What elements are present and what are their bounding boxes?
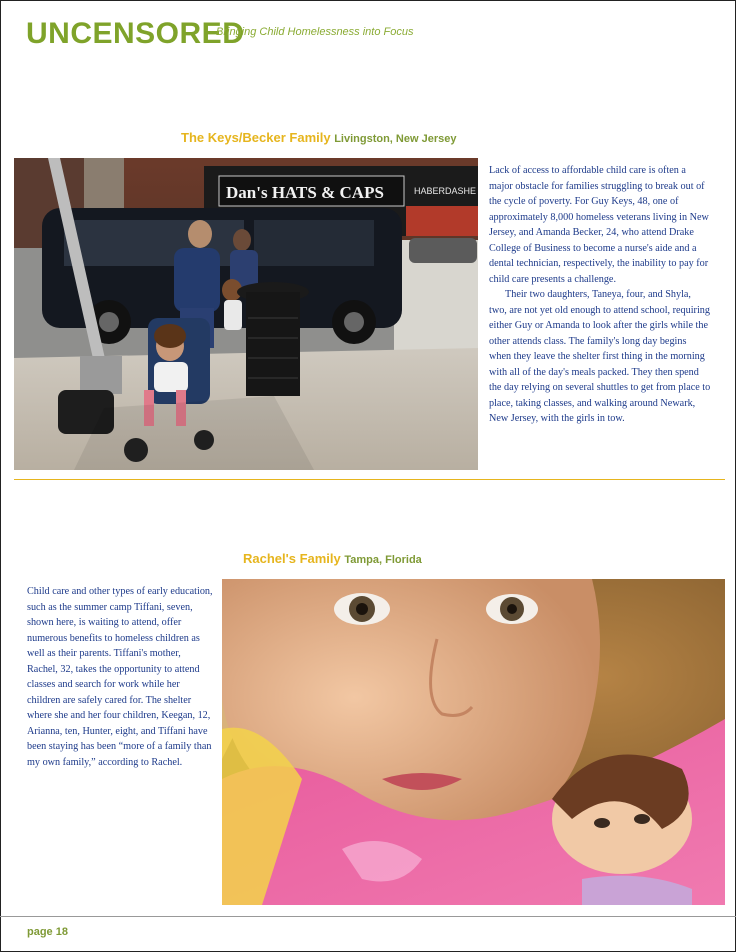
shop-sign-text: Dan's HATS & CAPS	[226, 183, 384, 202]
section2-title	[243, 551, 422, 566]
section2-family-name: Rachel's Family	[243, 551, 341, 566]
section2-location: Tampa, Florida	[344, 554, 422, 566]
page-number: page 18	[27, 926, 68, 938]
section1-paragraph-2: Their two daughters, Taneya, four, and Shyla, two, are not yet old enough to attend school, requiring either Guy or Amanda to look after the girls while the other attends class. The family's long day begins when they leave the shelter first thing in the morning with all of the day's meals packed. They then spend the day relying on several shuttles to get from place to place, taking classes, and walking around Newark, New Jersey, with the girls in tow.	[489, 289, 711, 424]
section1-paragraph-1: Lack of access to affordable child care is often a major obstacle for families struggling to break out of the cycle of poverty. For Guy Keys, 48, one of approximately 8,000 homeless veterans living in New Jersey, and Amanda Becker, 24, who attend Drake College of Business to become a nurse's aide and a dental technician, respectively, the inability to pay for child care presents a challenge.	[489, 165, 709, 285]
section-divider	[14, 479, 725, 480]
section1-title	[181, 130, 456, 145]
footer-rule	[0, 916, 736, 917]
keys-becker-family-photo	[14, 158, 478, 470]
section2-paragraph-1: Child care and other types of early education, such as the summer camp Tiffani, seven, shown here, is waiting to attend, offer numerous benefits to homeless children as well as their parents. Tiffani's mother, Rachel, 32, takes the opportunity to attend classes and search for work while her children are safely cared for. The shelter where she and her four children, Keegan, 12, Arianna, ten, Hunter, eight, and Tiffani have been staying has been “more of a family than my own family,” according to Rachel.	[27, 586, 213, 768]
section2-body	[27, 584, 213, 770]
tagline: Bringing Child Homelessness into Focus	[216, 26, 414, 38]
section1-family-name: The Keys/Becker Family	[181, 130, 331, 145]
brand-logo: UNCENSORED	[26, 17, 245, 50]
section1-body	[489, 163, 711, 427]
section1-location: Livingston, New Jersey	[334, 133, 457, 145]
shop-sign-right-text: HABERDASHE	[414, 186, 477, 196]
tiffani-portrait-photo	[222, 579, 725, 905]
